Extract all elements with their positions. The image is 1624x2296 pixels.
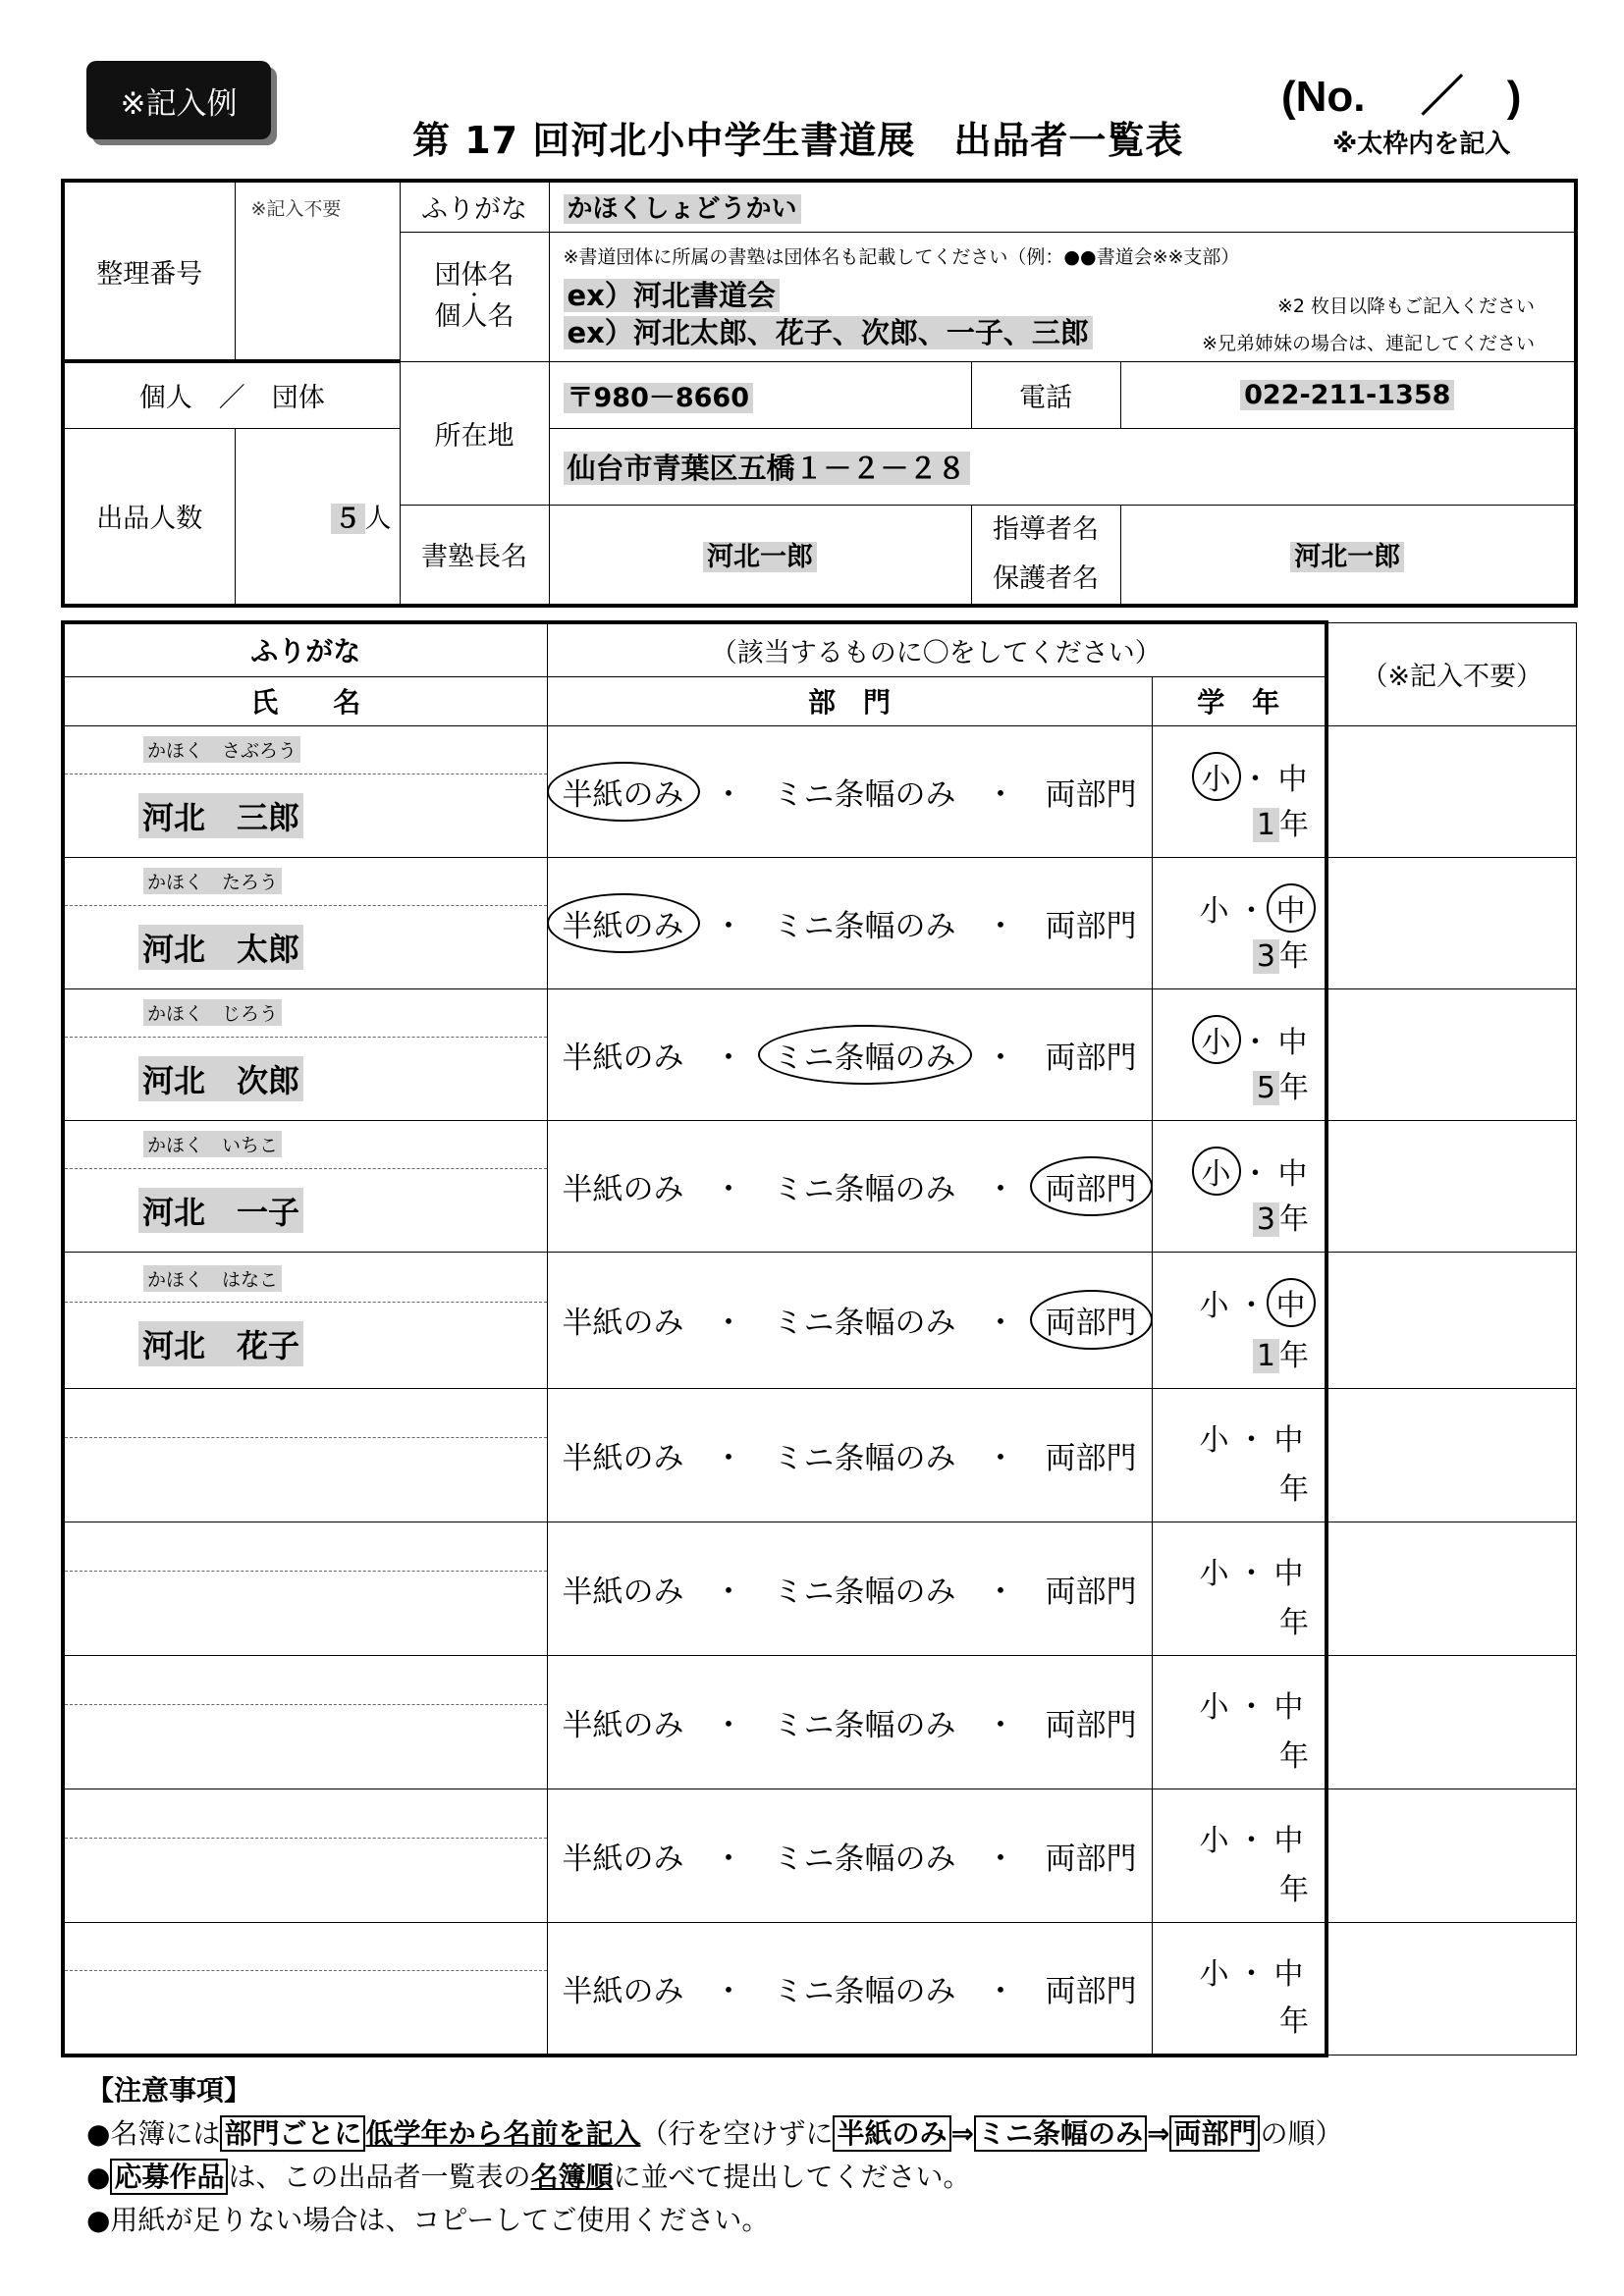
note1-g: ミニ条幅のみ bbox=[974, 2115, 1147, 2152]
name-field[interactable] bbox=[65, 1438, 547, 1521]
grade-chu[interactable]: 中 bbox=[1277, 1156, 1308, 1192]
dantai-field bbox=[549, 232, 1576, 361]
name-field[interactable] bbox=[65, 1303, 547, 1385]
name-cell[interactable] bbox=[63, 1789, 547, 1922]
table-row bbox=[63, 1789, 1576, 1922]
sep: ・ bbox=[713, 1841, 744, 1877]
dept-option-mini[interactable]: ミニ条幅のみ bbox=[773, 1707, 956, 1743]
page-number-field: (No. ／ ) bbox=[1281, 73, 1522, 121]
dept-cell bbox=[547, 1252, 1152, 1388]
dept-cell bbox=[547, 1522, 1152, 1655]
dept-option-mini[interactable]: ミニ条幅のみ bbox=[758, 1025, 972, 1085]
grade-sho[interactable]: 小 bbox=[1199, 1556, 1229, 1591]
count-value: ５ bbox=[331, 504, 365, 534]
row-name: 河北 次郎 bbox=[138, 1056, 303, 1101]
name-cell[interactable] bbox=[63, 1388, 547, 1522]
page-title: 第 17 回河北小中学生書道展 出品者一覧表 bbox=[412, 119, 1184, 162]
nen-label: 年 bbox=[1279, 1738, 1309, 1774]
furigana-field[interactable] bbox=[65, 1255, 547, 1303]
applicant-info-table bbox=[61, 179, 1578, 608]
table-row bbox=[63, 857, 1576, 988]
nen-label: 年 bbox=[1279, 1201, 1309, 1237]
name-cell[interactable] bbox=[63, 725, 547, 857]
count-label: 出品人数 bbox=[63, 428, 235, 606]
grade-sho[interactable]: 小 bbox=[1199, 1689, 1229, 1725]
shido-label bbox=[971, 505, 1120, 606]
sep: ・ bbox=[985, 1171, 1016, 1207]
grade-cell bbox=[1152, 857, 1326, 988]
grade-chu[interactable]: 中 bbox=[1277, 1025, 1308, 1060]
grade-sho[interactable]: 小 bbox=[1192, 1147, 1241, 1196]
shido-field bbox=[1120, 505, 1576, 606]
dept-option-hanshi[interactable]: 半紙のみ bbox=[562, 1040, 684, 1076]
table-row bbox=[63, 988, 1576, 1120]
sep: ・ bbox=[1240, 1025, 1271, 1060]
table-row bbox=[63, 1922, 1576, 2056]
name-cell[interactable] bbox=[63, 1120, 547, 1252]
dantai-note2: ※2 枚目以降もご記入ください bbox=[1276, 294, 1535, 317]
seiri-note: ※記入不要 bbox=[250, 198, 342, 220]
nen-label: 年 bbox=[1279, 1605, 1309, 1640]
table-row bbox=[63, 1655, 1576, 1789]
sep: ・ bbox=[985, 1440, 1016, 1476]
name-field[interactable] bbox=[65, 1572, 547, 1654]
table-row bbox=[63, 1120, 1576, 1252]
row-year[interactable]: 5 bbox=[1253, 1071, 1279, 1105]
note-line-3: ●用紙が足りない場合は、コピーしてご使用ください。 bbox=[86, 2204, 770, 2236]
dept-option-mini[interactable]: ミニ条幅のみ bbox=[773, 1841, 956, 1877]
grade-chu[interactable]: 中 bbox=[1273, 1956, 1304, 1992]
grade-cell bbox=[1152, 1655, 1326, 1789]
grade-cell bbox=[1152, 1922, 1326, 2056]
name-cell[interactable] bbox=[63, 1655, 547, 1789]
shido-label-2: 保護者名 bbox=[993, 562, 1099, 594]
sep: ・ bbox=[985, 1040, 1016, 1076]
dept-option-both[interactable]: 両部門 bbox=[1045, 1040, 1137, 1076]
no-entry-cell bbox=[1326, 1655, 1576, 1789]
grade-sho[interactable]: 小 bbox=[1199, 1288, 1229, 1323]
furigana-field[interactable] bbox=[65, 1657, 547, 1705]
name-field[interactable] bbox=[65, 1169, 547, 1252]
furigana-field[interactable] bbox=[65, 1923, 547, 1971]
sep: ・ bbox=[713, 1707, 744, 1743]
shozaichi-label: 所在地 bbox=[400, 361, 549, 505]
grade-cell bbox=[1152, 1522, 1326, 1655]
sep: ・ bbox=[1240, 1156, 1271, 1192]
seiri-label: 整理番号 bbox=[63, 181, 235, 361]
dept-option-both[interactable]: 両部門 bbox=[1045, 1440, 1137, 1476]
sep: ・ bbox=[713, 908, 744, 944]
nen-label: 年 bbox=[1279, 1338, 1309, 1373]
furigana-field[interactable] bbox=[65, 1523, 547, 1572]
no-entry-cell bbox=[1326, 1252, 1576, 1388]
dept-cell bbox=[547, 1655, 1152, 1789]
name-cell[interactable] bbox=[63, 857, 547, 988]
sep: ・ bbox=[713, 1040, 744, 1076]
dept-option-hanshi[interactable]: 半紙のみ bbox=[547, 762, 700, 822]
sep: ・ bbox=[1236, 1288, 1267, 1323]
grade-head: 学 年 bbox=[1152, 676, 1326, 725]
tel-value: 022-211-1358 bbox=[1240, 380, 1454, 410]
row-year[interactable] bbox=[1272, 1606, 1279, 1640]
sep: ・ bbox=[713, 1171, 744, 1207]
grade-chu[interactable]: 中 bbox=[1273, 1689, 1304, 1725]
note-line-2 bbox=[86, 2156, 1342, 2199]
seiri-field bbox=[235, 181, 400, 361]
furigana-field[interactable] bbox=[65, 1390, 547, 1438]
note2-e: に並べて提出してください。 bbox=[613, 2161, 971, 2193]
no-entry-cell bbox=[1326, 1522, 1576, 1655]
sep: ・ bbox=[1236, 1422, 1267, 1458]
no-entry-cell bbox=[1326, 857, 1576, 988]
furigana-field[interactable] bbox=[65, 1790, 547, 1839]
furigana-field[interactable] bbox=[65, 1121, 547, 1169]
grade-sho[interactable]: 小 bbox=[1199, 1956, 1229, 1992]
row-year[interactable]: 3 bbox=[1253, 939, 1279, 974]
dept-cell bbox=[547, 725, 1152, 857]
note1-i: 両部門 bbox=[1169, 2115, 1260, 2152]
name-cell[interactable] bbox=[63, 1922, 547, 2056]
note1-h: ⇒ bbox=[1146, 2117, 1170, 2150]
grade-cell bbox=[1152, 1252, 1326, 1388]
instruction-head: （該当するものに〇をしてください） bbox=[547, 622, 1326, 676]
row-furigana: かほく いちこ bbox=[143, 1131, 282, 1157]
grade-chu[interactable]: 中 bbox=[1277, 762, 1308, 797]
grade-chu[interactable]: 中 bbox=[1273, 1422, 1304, 1458]
dept-option-both[interactable]: 両部門 bbox=[1030, 1156, 1153, 1216]
table-row bbox=[63, 1522, 1576, 1655]
grade-chu[interactable]: 中 bbox=[1273, 1556, 1304, 1591]
dept-cell bbox=[547, 1922, 1152, 2056]
address-value: 仙台市青葉区五橋１－２－２８ bbox=[564, 452, 970, 485]
grade-sho[interactable]: 小 bbox=[1199, 1823, 1229, 1858]
dept-cell bbox=[547, 1789, 1152, 1922]
dept-option-hanshi[interactable]: 半紙のみ bbox=[547, 893, 700, 953]
sep: ・ bbox=[985, 1306, 1016, 1341]
row-year[interactable] bbox=[1272, 2004, 1279, 2039]
sep: ・ bbox=[1236, 1823, 1267, 1858]
table-row bbox=[63, 1388, 1576, 1522]
nen-label: 年 bbox=[1279, 807, 1309, 842]
row-name: 河北 三郎 bbox=[138, 793, 303, 838]
row-year[interactable] bbox=[1272, 1739, 1279, 1774]
sep: ・ bbox=[1240, 762, 1271, 797]
shojuku-value: 河北一郎 bbox=[703, 542, 817, 572]
count-unit: 人 bbox=[364, 504, 392, 535]
furigana-field bbox=[549, 181, 1576, 232]
name-field[interactable] bbox=[65, 1971, 547, 2054]
note1-b: 部門ごとに bbox=[220, 2115, 365, 2152]
grade-cell bbox=[1152, 1120, 1326, 1252]
dept-option-mini[interactable]: ミニ条幅のみ bbox=[773, 908, 956, 944]
no-entry-cell bbox=[1326, 1388, 1576, 1522]
nen-label: 年 bbox=[1279, 1872, 1309, 1907]
sep: ・ bbox=[985, 1574, 1016, 1610]
note2-a: ● bbox=[86, 2161, 111, 2193]
shido-value: 河北一郎 bbox=[1290, 542, 1404, 572]
dantai-label-2: 個人名 bbox=[434, 301, 514, 332]
grade-cell bbox=[1152, 988, 1326, 1120]
name-head: 氏 名 bbox=[63, 676, 547, 725]
dantai-label-1: 団体名 bbox=[434, 260, 514, 291]
dept-cell bbox=[547, 1120, 1152, 1252]
dept-option-mini[interactable]: ミニ条幅のみ bbox=[773, 1171, 956, 1207]
dept-option-both[interactable]: 両部門 bbox=[1045, 908, 1137, 944]
name-cell[interactable] bbox=[63, 1522, 547, 1655]
name-cell[interactable] bbox=[63, 988, 547, 1120]
sep: ・ bbox=[713, 776, 744, 813]
sep: ・ bbox=[713, 1306, 744, 1341]
tel-label: 電話 bbox=[971, 361, 1120, 428]
row-furigana: かほく じろう bbox=[143, 999, 282, 1026]
thick-border-note: ※太枠内を記入 bbox=[1332, 130, 1511, 159]
note2-b: 応募作品 bbox=[110, 2159, 228, 2195]
shido-label-1: 指導者名 bbox=[993, 513, 1099, 545]
furigana-value: かほくしょどうかい bbox=[564, 194, 801, 224]
no-entry-cell bbox=[1326, 1922, 1576, 2056]
furigana-head: ふりがな bbox=[63, 622, 547, 676]
dantai-label bbox=[400, 232, 549, 361]
notes bbox=[86, 2069, 1342, 2242]
note1-a: ●名簿には bbox=[86, 2117, 221, 2150]
name-field[interactable] bbox=[65, 1839, 547, 1921]
note1-j: の順） bbox=[1260, 2117, 1343, 2150]
sep: ・ bbox=[985, 1707, 1016, 1743]
grade-sho[interactable]: 小 bbox=[1192, 752, 1241, 801]
row-year[interactable]: 1 bbox=[1253, 1339, 1279, 1373]
name-field[interactable] bbox=[65, 906, 547, 988]
row-furigana: かほく はなこ bbox=[143, 1265, 282, 1292]
furigana-label: ふりがな bbox=[400, 181, 549, 232]
dept-option-both[interactable]: 両部門 bbox=[1030, 1290, 1153, 1350]
sep: ・ bbox=[1236, 893, 1267, 929]
dept-option-mini[interactable]: ミニ条幅のみ bbox=[773, 1306, 956, 1341]
grade-chu[interactable]: 中 bbox=[1273, 1823, 1304, 1858]
table-row bbox=[63, 725, 1576, 857]
row-furigana: かほく たろう bbox=[143, 868, 282, 894]
dept-option-both[interactable]: 両部門 bbox=[1045, 1973, 1137, 2009]
dept-cell bbox=[547, 988, 1152, 1120]
no-entry-cell bbox=[1326, 988, 1576, 1120]
nen-label: 年 bbox=[1279, 2003, 1309, 2039]
name-field[interactable] bbox=[65, 1705, 547, 1788]
grade-sho[interactable]: 小 bbox=[1192, 1015, 1241, 1064]
sep: ・ bbox=[1236, 1556, 1267, 1591]
note1-f: ⇒ bbox=[950, 2117, 974, 2150]
note1-e: 半紙のみ bbox=[833, 2115, 950, 2152]
dept-option-both[interactable]: 両部門 bbox=[1045, 776, 1137, 813]
row-furigana: かほく さぶろう bbox=[143, 736, 300, 763]
grade-chu[interactable]: 中 bbox=[1267, 883, 1316, 933]
no-entry-head: （※記入不要） bbox=[1326, 622, 1576, 725]
sep: ・ bbox=[713, 1973, 744, 2009]
notes-title: 【注意事項】 bbox=[86, 2074, 252, 2107]
furigana-field[interactable] bbox=[65, 726, 547, 774]
name-cell[interactable] bbox=[63, 1252, 547, 1388]
shojuku-field bbox=[549, 505, 971, 606]
sep: ・ bbox=[985, 1841, 1016, 1877]
dept-option-hanshi[interactable]: 半紙のみ bbox=[562, 1306, 684, 1341]
dept-cell bbox=[547, 857, 1152, 988]
row-year[interactable]: 3 bbox=[1253, 1202, 1279, 1237]
name-field[interactable] bbox=[65, 774, 547, 857]
dept-option-mini[interactable]: ミニ条幅のみ bbox=[773, 1574, 956, 1610]
dantai-ex1-text: ex）河北書道会 bbox=[564, 279, 780, 312]
note1-c: 低学年から名前を記入 bbox=[365, 2117, 641, 2150]
example-badge: ※記入例 bbox=[86, 61, 271, 139]
dept-option-mini[interactable]: ミニ条幅のみ bbox=[773, 776, 956, 813]
nen-label: 年 bbox=[1279, 938, 1309, 974]
dept-option-mini[interactable]: ミニ条幅のみ bbox=[773, 1440, 956, 1476]
postal-value: 〒980－8660 bbox=[564, 383, 754, 413]
sep: ・ bbox=[1236, 1689, 1267, 1725]
row-name: 河北 一子 bbox=[138, 1188, 303, 1233]
dept-option-hanshi[interactable]: 半紙のみ bbox=[562, 1440, 684, 1476]
note-line-1 bbox=[86, 2112, 1342, 2156]
row-year[interactable]: 1 bbox=[1253, 808, 1279, 842]
row-name: 河北 太郎 bbox=[138, 925, 303, 970]
kojin-dantai: 個人 ／ 団体 bbox=[63, 361, 400, 428]
dantai-note: ※書道団体に所属の書塾は団体名も記載してください（例：●●書道会※※支部） bbox=[563, 245, 1240, 268]
no-entry-cell bbox=[1326, 1789, 1576, 1922]
note1-d: （行を空けずに bbox=[640, 2117, 834, 2150]
dept-option-both[interactable]: 両部門 bbox=[1045, 1841, 1137, 1877]
dept-option-mini[interactable]: ミニ条幅のみ bbox=[773, 1973, 956, 2009]
dept-cell bbox=[547, 1388, 1152, 1522]
sep: ・ bbox=[713, 1574, 744, 1610]
dept-option-hanshi[interactable]: 半紙のみ bbox=[562, 1171, 684, 1207]
row-year[interactable] bbox=[1272, 1873, 1279, 1907]
grade-sho[interactable]: 小 bbox=[1199, 1422, 1229, 1458]
entrant-list-table bbox=[61, 620, 1577, 2057]
furigana-field[interactable] bbox=[65, 858, 547, 906]
tel-field bbox=[1120, 361, 1576, 428]
grade-cell bbox=[1152, 1789, 1326, 1922]
sep: ・ bbox=[713, 1440, 744, 1476]
note2-d: 名簿順 bbox=[530, 2161, 614, 2193]
dantai-note3: ※兄弟姉妹の場合は、連記してください bbox=[1202, 332, 1535, 354]
dept-option-both[interactable]: 両部門 bbox=[1045, 1574, 1137, 1610]
row-name: 河北 花子 bbox=[138, 1321, 303, 1366]
name-field[interactable] bbox=[65, 1038, 547, 1120]
dept-option-hanshi[interactable]: 半紙のみ bbox=[562, 1707, 684, 1743]
dept-option-hanshi[interactable]: 半紙のみ bbox=[562, 1973, 684, 2009]
sep: ・ bbox=[985, 776, 1016, 813]
dantai-label-dot: ・ bbox=[465, 286, 483, 306]
grade-cell bbox=[1152, 1388, 1326, 1522]
address-field bbox=[549, 428, 1576, 505]
row-year[interactable] bbox=[1272, 1472, 1279, 1507]
sep: ・ bbox=[985, 908, 1016, 944]
grade-chu[interactable]: 中 bbox=[1267, 1278, 1316, 1327]
no-entry-cell bbox=[1326, 1120, 1576, 1252]
sep: ・ bbox=[1236, 1956, 1267, 1992]
sep: ・ bbox=[985, 1973, 1016, 2009]
postal-field bbox=[549, 361, 971, 428]
note2-c: は、この出品者一覧表の bbox=[228, 2161, 531, 2193]
dept-head: 部 門 bbox=[547, 676, 1152, 725]
grade-cell bbox=[1152, 725, 1326, 857]
dept-option-hanshi[interactable]: 半紙のみ bbox=[562, 1841, 684, 1877]
nen-label: 年 bbox=[1279, 1070, 1309, 1105]
nen-label: 年 bbox=[1279, 1471, 1309, 1507]
dantai-ex2-text: ex）河北太郎、花子、次郎、一子、三郎 bbox=[564, 316, 1093, 349]
dept-option-both[interactable]: 両部門 bbox=[1045, 1707, 1137, 1743]
furigana-field[interactable] bbox=[65, 989, 547, 1038]
no-entry-cell bbox=[1326, 725, 1576, 857]
grade-sho[interactable]: 小 bbox=[1199, 893, 1229, 929]
table-row bbox=[63, 1252, 1576, 1388]
count-field bbox=[235, 428, 400, 606]
shojuku-label: 書塾長名 bbox=[400, 505, 549, 606]
dept-option-hanshi[interactable]: 半紙のみ bbox=[562, 1574, 684, 1610]
